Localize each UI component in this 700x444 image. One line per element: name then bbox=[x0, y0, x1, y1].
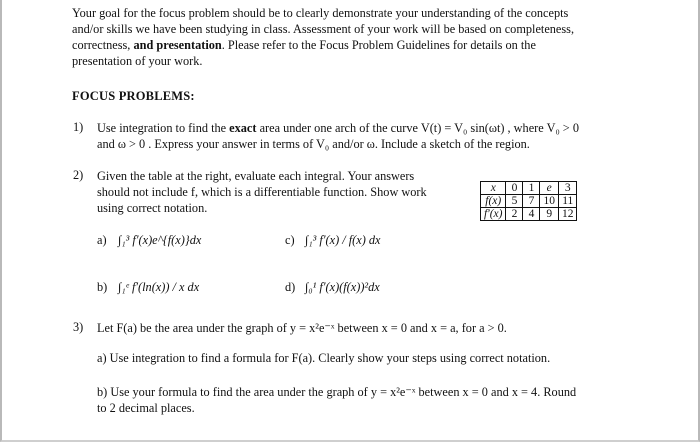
intro-line-3c: . Please refer to the Focus Problem Guidelines for details on the bbox=[221, 38, 536, 52]
intro-line-3a: correctness, bbox=[72, 38, 131, 52]
integral-b: ∫₁ᵉ f′(ln(x)) / x dx bbox=[118, 280, 200, 294]
problem-3-number: 3) bbox=[73, 320, 84, 334]
table-cell: 7 bbox=[523, 195, 540, 208]
problem-1-line-1a: Use integration to find the bbox=[97, 121, 227, 135]
integral-a-label: a) bbox=[97, 233, 107, 247]
table-cell: x bbox=[481, 182, 506, 195]
problem-3-line-1: Let F(a) be the area under the graph of y = x²e⁻ˣ between x = 0 and x = a, for a > 0. bbox=[97, 321, 507, 335]
problem-1-line-1c: area under one arch of the curve V(t) = V₀ sin(ωt) , where V₀ > 0 bbox=[259, 121, 579, 135]
intro-line-2: and/or skills we have been studying in class. Assessment of your work will be based on completeness, bbox=[72, 22, 575, 36]
problem-1-line-2: and ω > 0 . Express your answer in terms of V₀ and/or ω. Include a sketch of the region. bbox=[97, 137, 530, 151]
problem-2-number: 2) bbox=[73, 168, 84, 182]
problem-1-text bbox=[97, 120, 637, 152]
intro-line-3 bbox=[72, 37, 632, 53]
integral-a: ∫₁³ f′(x)e^{f(x)}dx bbox=[118, 233, 202, 247]
problem-2-line-3: using correct notation. bbox=[97, 201, 208, 215]
table-cell: 2 bbox=[506, 208, 523, 221]
problem-1-line-1 bbox=[97, 120, 637, 136]
intro-emphasis: and presentation bbox=[133, 38, 222, 52]
integral-b-label: b) bbox=[97, 280, 108, 294]
integral-d: ∫₀¹ f′(x)(f(x))²dx bbox=[305, 280, 380, 294]
table-cell: 11 bbox=[558, 195, 577, 208]
problem-2-line-2: should not include f, which is a differentiable function. Show work bbox=[97, 185, 427, 199]
problem-1-emphasis: exact bbox=[229, 121, 257, 135]
function-table bbox=[480, 181, 577, 221]
table-cell: 10 bbox=[540, 195, 559, 208]
integral-c-label: c) bbox=[285, 233, 295, 247]
table-cell: 9 bbox=[540, 208, 559, 221]
table-cell: e bbox=[540, 182, 559, 195]
problem-1-number: 1) bbox=[73, 120, 84, 134]
problem-3-part-a: a) Use integration to find a formula for F(a). Clearly show your steps using correct notation. bbox=[97, 351, 551, 365]
intro-line-1: Your goal for the focus problem should be to clearly demonstrate your understanding of the concepts bbox=[72, 6, 569, 20]
integral-d-label: d) bbox=[285, 280, 296, 294]
table-row bbox=[481, 208, 577, 221]
table-cell: f(x) bbox=[481, 195, 506, 208]
table-cell: 5 bbox=[506, 195, 523, 208]
table-cell: 0 bbox=[506, 182, 523, 195]
table-cell: 1 bbox=[523, 182, 540, 195]
table-cell: 12 bbox=[558, 208, 577, 221]
intro-line-4: presentation of your work. bbox=[72, 54, 203, 68]
table-cell: 4 bbox=[523, 208, 540, 221]
intro-paragraph bbox=[72, 5, 632, 69]
table-cell: 3 bbox=[558, 182, 577, 195]
table-cell: f′(x) bbox=[481, 208, 506, 221]
problem-3-part-b-line-2: to 2 decimal places. bbox=[97, 401, 195, 415]
section-heading: FOCUS PROBLEMS: bbox=[72, 89, 195, 103]
table-row bbox=[481, 195, 577, 208]
table-row bbox=[481, 182, 577, 195]
problem-3-part-b bbox=[97, 384, 637, 416]
problem-2-line-1: Given the table at the right, evaluate each integral. Your answers bbox=[97, 169, 415, 183]
integral-c: ∫₁³ f′(x) / f(x) dx bbox=[305, 233, 381, 247]
problem-3-part-b-line-1: b) Use your formula to find the area under the graph of y = x²e⁻ˣ between x = 0 and x = 4. Round bbox=[97, 385, 577, 399]
problem-2-text bbox=[97, 168, 477, 216]
